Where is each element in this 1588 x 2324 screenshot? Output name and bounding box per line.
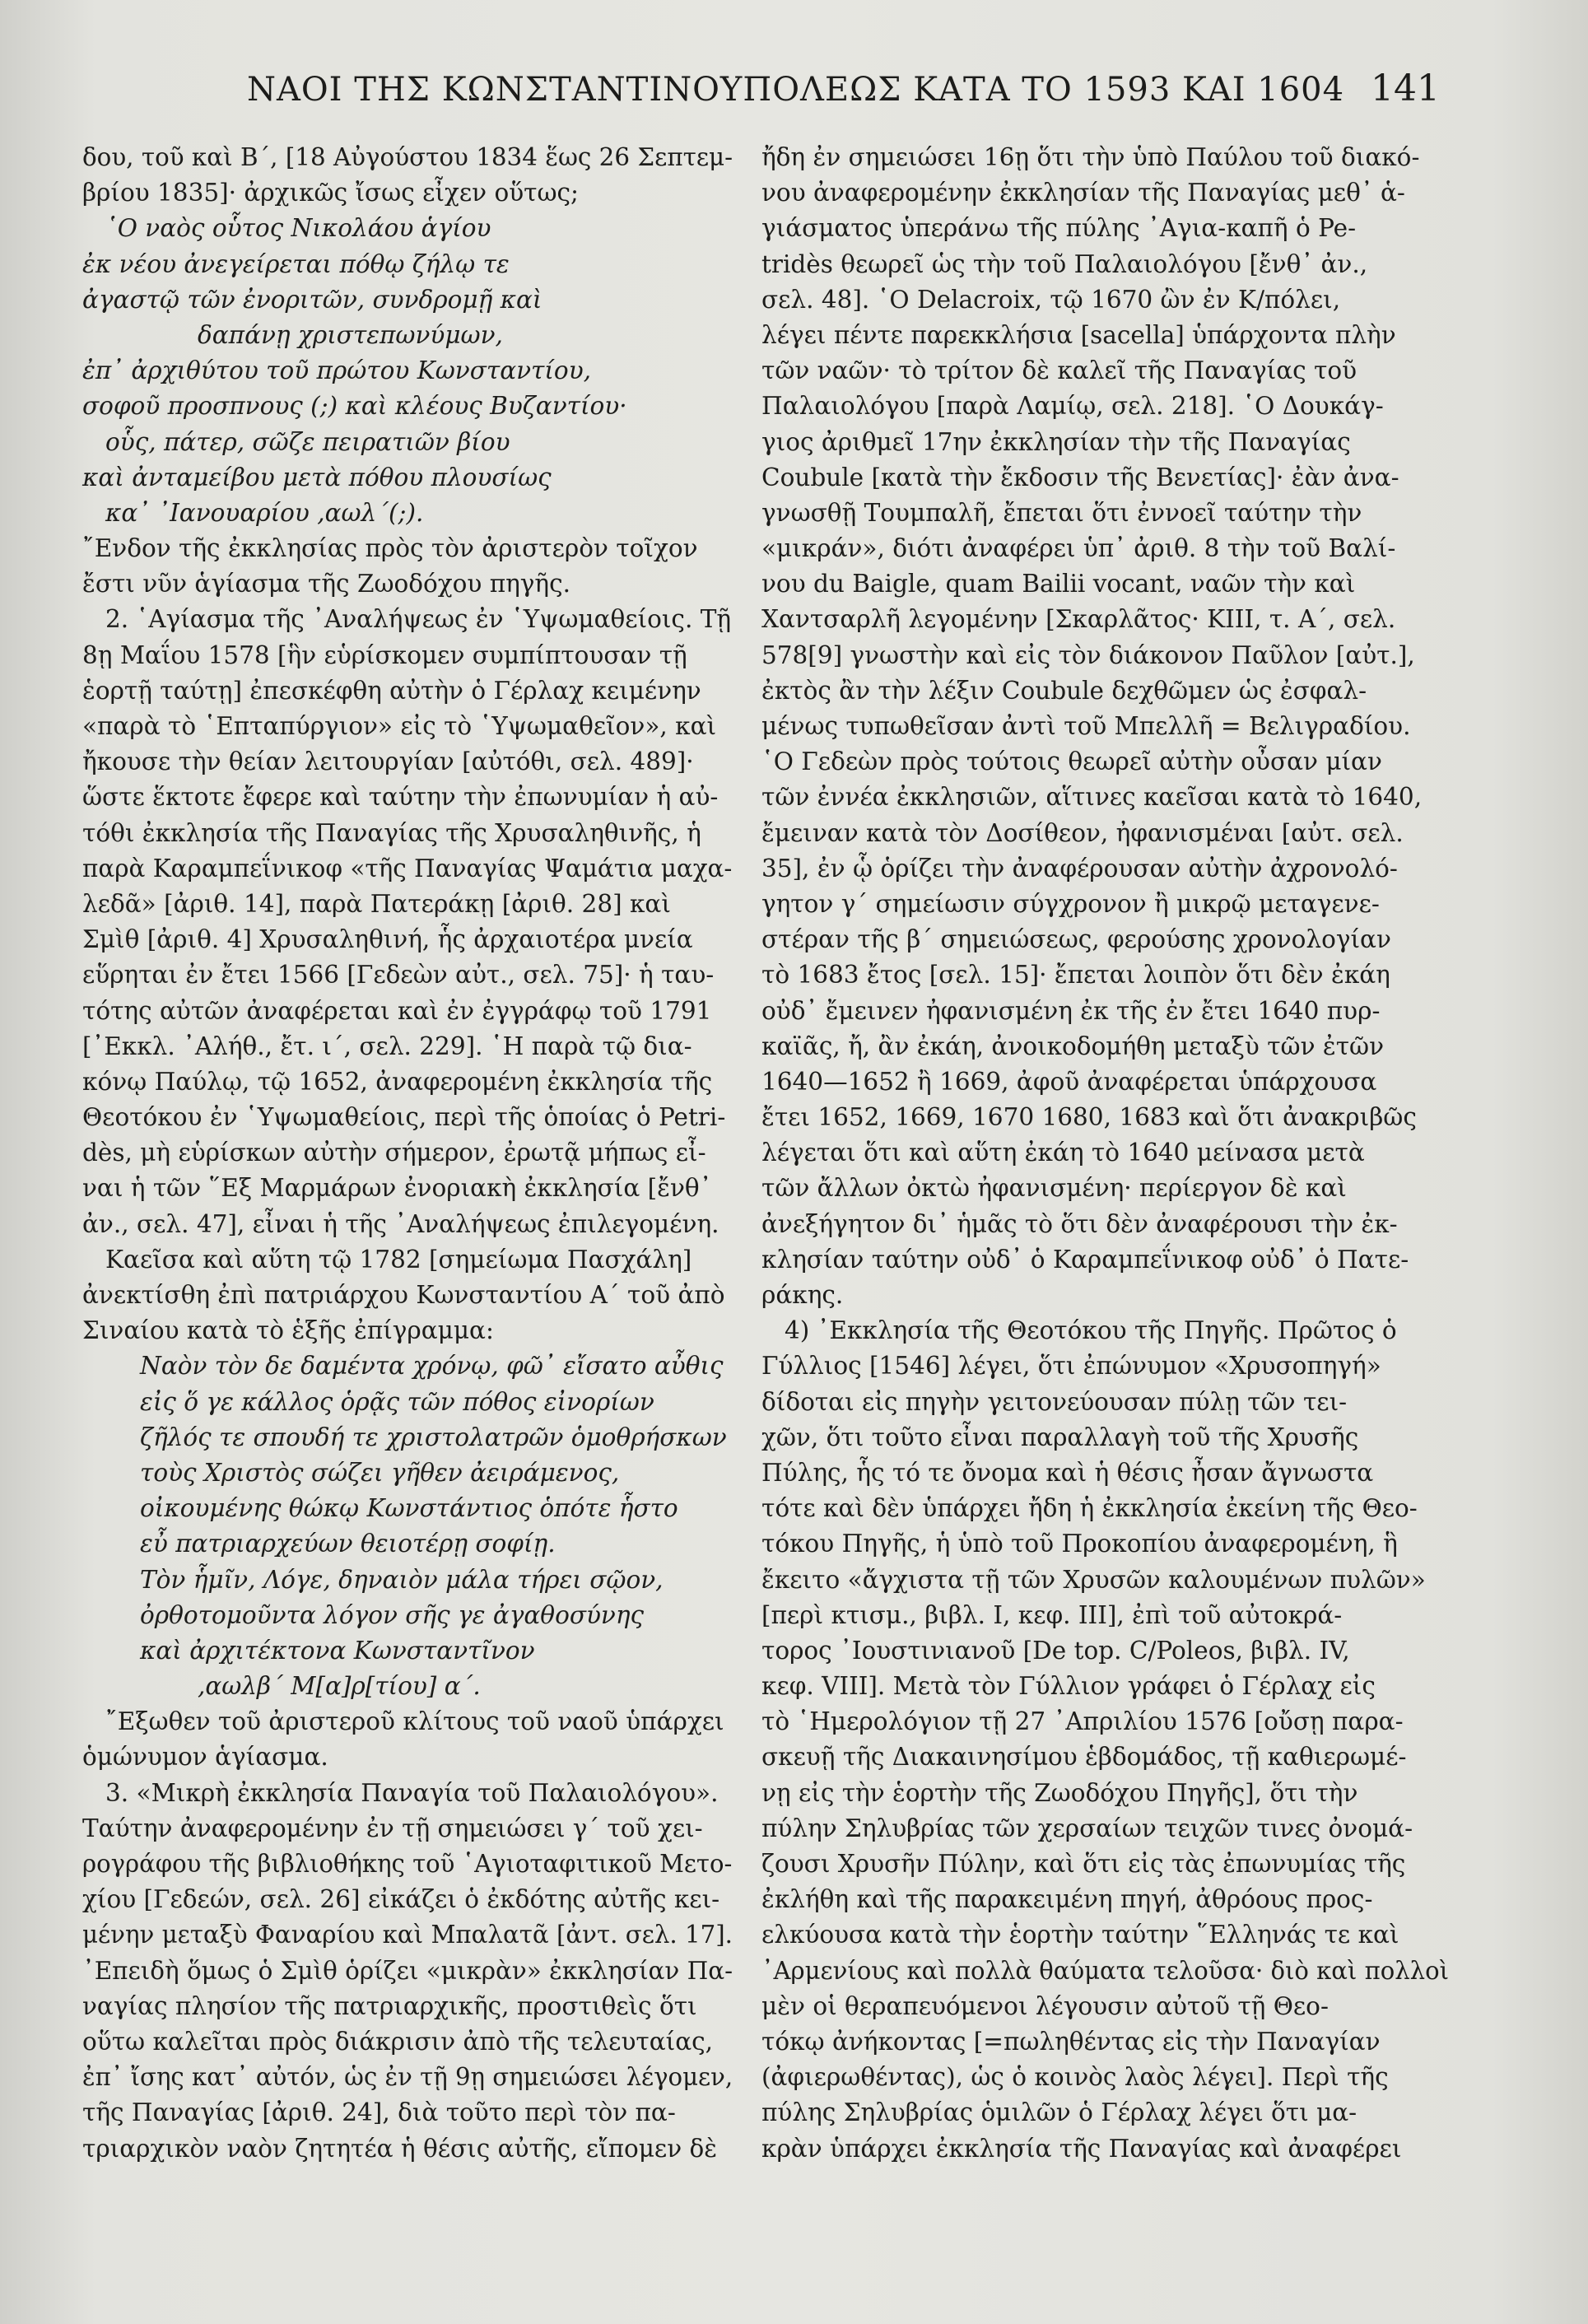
text-line: tridès θεωρεῖ ὡς τὴν τοῦ Παλαιολόγου [ἔνθ᾽ ἀν., xyxy=(761,249,1368,278)
text-line: ρογράφου τῆς βιβλιοθήκης τοῦ ῾Αγιοταφιτικοῦ Μετο- xyxy=(82,1850,733,1878)
text-line: ᾽Αρμενίους καὶ πολλὰ θαύματα τελοῦσα· διὸ καὶ πολλοὶ xyxy=(761,1956,1450,1985)
text-line: ἔκειτο «ἄγχιστα τῇ τῶν Χρυσῶν καλουμένων πυλῶν» xyxy=(761,1565,1426,1594)
text-line: τῶν ναῶν· τὸ τρίτον δὲ καλεῖ τῆς Παναγίας τοῦ xyxy=(761,356,1357,385)
text-line: Τὸν ἧμῖν, Λόγε, δηναιὸν μάλα τήρει σῷον, xyxy=(140,1565,664,1594)
text-line: τόκου Πηγῆς, ἡ ὑπὸ τοῦ Προκοπίου ἀναφερομένη, ἣ xyxy=(761,1530,1398,1558)
text-line: τὸ ῾Ημερολόγιον τῇ 27 ᾽Απριλίου 1576 [οὔσῃ παρα- xyxy=(761,1707,1404,1736)
text-line: νου ἀναφερομένην ἐκκλησίαν τῆς Παναγίας μεθ᾽ ἁ- xyxy=(761,179,1405,207)
text-line: [᾽Εκκλ. ᾽Αλήθ., ἔτ. ι΄, σελ. 229]. ῾Η παρὰ τῷ δια- xyxy=(82,1032,692,1060)
text-line: Γύλλιος [1546] λέγει, ὅτι ἐπώνυμον «Χρυσοπηγή» xyxy=(761,1352,1381,1381)
text-line: Χαντσαρλῆ λεγομένην [Σκαρλᾶτος· ΚΙΙΙ, τ. Α΄, σελ. xyxy=(761,605,1396,634)
text-line: ἤκουσε τὴν θείαν λειτουργίαν [αὐτόθι, σελ. 489]· xyxy=(82,747,694,776)
text-line: ῎Εξωθεν τοῦ ἀριστεροῦ κλίτους τοῦ ναοῦ ὑπάρχει xyxy=(105,1707,724,1736)
text-line: τῆς Παναγίας [ἀριθ. 24], διὰ τοῦτο περὶ τὸν πα- xyxy=(82,2098,676,2127)
text-line: κα᾽ ᾽Ιανουαρίου ,αωλ΄(;). xyxy=(105,498,424,527)
text-line: βρίου 1835]· ἀρχικῶς ἴσως εἶχεν οὕτως; xyxy=(82,179,579,207)
text-line: χίου [Γεδεών, σελ. 26] εἰκάζει ὁ ἐκδότης αὐτῆς κει- xyxy=(82,1885,720,1914)
text-line: τριαρχικὸν ναὸν ζητητέα ἡ θέσις αὐτῆς, εἴπομεν δὲ xyxy=(82,2134,718,2163)
text-line: οὕτω καλεῖται πρὸς διάκρισιν ἀπὸ τῆς τελευταίας, xyxy=(82,2027,714,2056)
text-line: σελ. 48]. ῾Ο Delacroix, τῷ 1670 ὢν ἐν Κ/πόλει, xyxy=(761,285,1341,314)
text-line: τότης αὐτῶν ἀναφέρεται καὶ ἐν ἐγγράφῳ τοῦ 1791 xyxy=(82,996,712,1025)
text-line: Παλαιολόγου [παρὰ Λαμίῳ, σελ. 218]. ῾Ο Δουκάγ- xyxy=(761,392,1384,421)
text-line: μένην μεταξὺ Φαναρίου καὶ Μπαλατᾶ [ἀντ. σελ. 17]. xyxy=(82,1921,733,1949)
text-line: ἔμειναν κατὰ τὸν Δοσίθεον, ἠφανισμέναι [αὐτ. σελ. xyxy=(761,818,1404,847)
text-line: 8ῃ Μαΐου 1578 [ἣν εὑρίσκομεν συμπίπτουσαν τῇ xyxy=(82,640,687,669)
text-line: λέγεται ὅτι καὶ αὕτη ἐκάη τὸ 1640 μείνασα μετὰ xyxy=(761,1139,1365,1167)
text-line: παρὰ Καραμπεΐνικοφ «τῆς Παναγίας Ψαμάτια μαχα- xyxy=(82,854,733,883)
text-line: τὸ 1683 ἔτος [σελ. 15]· ἔπεται λοιπὸν ὅτι δὲν ἐκάη xyxy=(761,961,1390,990)
text-line: (ἀφιερωθέντας), ὡς ὁ κοινὸς λαὸς λέγει]. Περὶ τῆς xyxy=(761,2063,1389,2092)
text-line: ἐκτὸς ἂν τὴν λέξιν Coubule δεχθῶμεν ὡς ἐσφαλ- xyxy=(761,676,1367,705)
text-line: ἀνεξήγητον δι᾽ ἡμᾶς τὸ ὅτι δὲν ἀναφέρουσι τὴν ἐκ- xyxy=(761,1209,1398,1238)
text-line: Σμὶθ [ἀριθ. 4] Χρυσαληθινή, ἧς ἀρχαιοτέρα μνεία xyxy=(82,925,693,954)
text-line: εὖ πατριαρχεύων θειοτέρῃ σοφίῃ. xyxy=(140,1530,556,1558)
text-line: γιάσματος ὑπεράνω τῆς πύλης ᾽Αγια-καπῆ ὁ Pe- xyxy=(761,214,1357,243)
text-line: 3. «Μικρὴ ἐκκλησία Παναγία τοῦ Παλαιολόγου». xyxy=(105,1778,719,1807)
text-line: dès, μὴ εὑρίσκων αὐτὴν σήμερον, ἐρωτᾷ μήπως εἶ- xyxy=(82,1139,706,1167)
left-column xyxy=(82,140,733,2167)
text-line: ἑορτῇ ταύτῃ] ἐπεσκέφθη αὐτὴν ὁ Γέρλαχ κειμένην xyxy=(82,676,701,705)
text-line: ἀνεκτίσθη ἐπὶ πατριάρχου Κωνσταντίου Α΄ τοῦ ἀπὸ xyxy=(82,1281,725,1309)
text-line: Πύλης, ἧς τό τε ὄνομα καὶ ἡ θέσις ἦσαν ἄγνωστα xyxy=(761,1458,1374,1487)
text-line: γνωσθῇ Τουμπαλῆ, ἔπεται ὅτι ἐννοεῖ ταύτην τὴν xyxy=(761,498,1362,527)
text-line: τόθι ἐκκλησία τῆς Παναγίας τῆς Χρυσαληθινῆς, ἡ xyxy=(82,818,701,847)
text-line: 1640—1652 ἢ 1669, ἀφοῦ ἀναφέρεται ὑπάρχουσα xyxy=(761,1067,1377,1096)
text-line: ὀρθοτομοῦντα λόγον σῆς γε ἀγαθοσύνης xyxy=(140,1600,645,1629)
text-line: Ταύτην ἀναφερομένην ἐν τῇ σημειώσει γ΄ τοῦ χει- xyxy=(82,1814,703,1842)
text-line: στέραν τῆς β΄ σημειώσεως, φερούσης χρονολογίαν xyxy=(761,925,1391,954)
text-line: ἀγαστῷ τῶν ἐνοριτῶν, συνδρομῇ καὶ xyxy=(82,285,543,314)
text-line: ἐπ᾽ ἴσης κατ᾽ αὐτόν, ὡς ἐν τῇ 9ῃ σημειώσει λέγομεν, xyxy=(82,2063,733,2092)
text-line: ἀν., σελ. 47], εἶναι ἡ τῆς ᾽Αναλήψεως ἐπιλεγομένη. xyxy=(82,1209,719,1238)
text-line: ῎Ενδον τῆς ἐκκλησίας πρὸς τὸν ἀριστερὸν τοῖχον xyxy=(82,534,698,563)
text-line: δου, τοῦ καὶ Β΄, [18 Αὐγούστου 1834 ἕως 26 Σεπτεμ- xyxy=(82,143,733,171)
text-line: λεδᾶ» [ἀριθ. 14], παρὰ Πατεράκῃ [ἀριθ. 28] καὶ xyxy=(82,889,671,918)
header-title: ΝΑΟΙ ΤΗΣ ΚΩΝΣΤΑΝΤΙΝΟΥΠΟΛΕΩΣ ΚΑΤΑ ΤΟ 1593 ΚΑΙ 1604 xyxy=(247,71,1345,109)
text-line: ῾Ο ναὸς οὗτος Νικολάου ἁγίου xyxy=(105,214,491,243)
text-line: τότε καὶ δὲν ὑπάρχει ἤδη ἡ ἐκκλησία ἐκείνη τῆς Θεο- xyxy=(761,1494,1418,1523)
text-line: ῾Ο Γεδεὼν πρὸς τούτοις θεωρεῖ αὐτὴν οὖσαν μίαν xyxy=(761,747,1382,776)
text-line: καὶ ἀρχιτέκτονα Κωνσταντῖνον xyxy=(140,1636,535,1665)
text-line: ἐκλήθη καὶ τῆς παρακειμένη πηγή, ἀθρόους προς- xyxy=(761,1885,1373,1914)
text-line: πύλης Σηλυβρίας ὁμιλῶν ὁ Γέρλαχ λέγει ὅτι μα- xyxy=(761,2098,1357,2127)
text-line: ὁμώνυμον ἁγίασμα. xyxy=(82,1743,328,1772)
text-line: μὲν οἱ θεραπευόμενοι λέγουσιν αὐτοῦ τῇ Θεο- xyxy=(761,1991,1329,2020)
text-line: κλησίαν ταύτην οὐδ᾽ ὁ Καραμπεΐνικοφ οὐδ᾽ ὁ Πατε- xyxy=(761,1245,1409,1274)
text-line: «παρὰ τὸ ῾Επταπύργιον» εἰς τὸ ῾Υψωμαθεῖον», καὶ xyxy=(82,712,717,740)
text-line: τῶν ἐννέα ἐκκλησιῶν, αἵτινες καεῖσαι κατὰ τὸ 1640, xyxy=(761,783,1423,812)
text-line: εὕρηται ἐν ἔτει 1566 [Γεδεὼν αὐτ., σελ. 75]· ἡ ταυ- xyxy=(82,961,715,990)
text-line: ἔστι νῦν ἁγίασμα τῆς Ζωοδόχου πηγῆς. xyxy=(82,570,570,598)
text-line: κρὰν ὑπάρχει ἐκκλησία τῆς Παναγίας καὶ ἀναφέρει xyxy=(761,2134,1402,2163)
text-line: γητον γ΄ σημείωσιν σύγχρονον ἢ μικρῷ μεταγενε- xyxy=(761,889,1380,918)
text-line: «μικράν», διότι ἀναφέρει ὑπ᾽ ἀριθ. 8 τὴν τοῦ Βαλί- xyxy=(761,534,1396,563)
text-line: ἐπ᾽ ἀρχιθύτου τοῦ πρώτου Κωνσταντίου, xyxy=(82,356,592,385)
text-line: Καεῖσα καὶ αὕτη τῷ 1782 [σημείωμα Πασχάλη] xyxy=(105,1245,692,1274)
text-line: Σιναίου κατὰ τὸ ἑξῆς ἐπίγραμμα: xyxy=(82,1316,494,1345)
text-line: κόνῳ Παύλῳ, τῷ 1652, ἀναφερομένη ἐκκλησία τῆς xyxy=(82,1067,713,1096)
text-line: ελκύουσα κατὰ τὴν ἑορτὴν ταύτην ῞Ελληνάς τε καὶ xyxy=(761,1921,1399,1949)
text-line: χῶν, ὅτι τοῦτο εἶναι παραλλαγὴ τοῦ τῆς Χρυσῆς xyxy=(761,1423,1359,1451)
text-line: νῃ εἰς τὴν ἑορτὴν τῆς Ζωοδόχου Πηγῆς], ὅτι τὴν xyxy=(761,1778,1358,1807)
text-line: ἤδη ἐν σημειώσει 16ῃ ὅτι τὴν ὑπὸ Παύλου τοῦ διακό- xyxy=(761,143,1420,171)
text-line: σκευῇ τῆς Διακαινησίμου ἑβδομάδος, τῇ καθιερωμέ- xyxy=(761,1743,1407,1772)
right-column xyxy=(761,140,1449,2167)
text-line: 2. ῾Αγίασμα τῆς ᾽Αναλήψεως ἐν ῾Υψωμαθείοις. Τῇ xyxy=(105,605,732,634)
text-line: τόκῳ ἀνήκοντας [=πωληθέντας εἰς τὴν Παναγίαν xyxy=(761,2027,1381,2056)
text-line: ἔτει 1652, 1669, 1670 1680, 1683 καὶ ὅτι ἀνακριβῶς xyxy=(761,1103,1417,1132)
text-line: καὶ ἀνταμείβου μετὰ πόθου πλουσίως xyxy=(82,463,552,491)
text-line: ζουσι Χρυσῆν Πύλην, καὶ ὅτι εἰς τὰς ἐπωνυμίας τῆς xyxy=(761,1850,1406,1878)
text-line: λέγει πέντε παρεκκλήσια [sacella] ὑπάρχοντα πλὴν xyxy=(761,320,1396,349)
text-line: τορος ᾽Ιουστινιανοῦ [De top. C/Poleos, βιβλ. IV, xyxy=(761,1636,1350,1665)
text-line: πύλην Σηλυβρίας τῶν χερσαίων τειχῶν τινες ὀνομά- xyxy=(761,1814,1413,1842)
page-number: 141 xyxy=(1371,68,1440,109)
text-line: σοφοῦ προσπνους (;) καὶ κλέους Βυζαντίου· xyxy=(82,392,627,421)
text-line: ζῆλός τε σπουδή τε χριστολατρῶν ὁμοθρήσκων xyxy=(140,1423,727,1451)
text-line: ὥστε ἕκτοτε ἔφερε καὶ ταύτην τὴν ἐπωνυμίαν ἡ αὐ- xyxy=(82,783,719,812)
text-line: ναγίας πλησίον τῆς πατριαρχικῆς, προστιθεὶς ὅτι xyxy=(82,1991,697,2020)
text-line: οὗς, πάτερ, σῶζε πειρατιῶν βίου xyxy=(105,427,510,456)
text-line: 35], ἐν ᾧ ὁρίζει τὴν ἀναφέρουσαν αὐτὴν ἀχρονολό- xyxy=(761,854,1398,883)
text-line: δαπάνῃ χριστεπωνύμων, xyxy=(198,320,503,349)
text-line: μένως τυπωθεῖσαν ἀντὶ τοῦ Μπελλῆ = Βελιγραδίου. xyxy=(761,712,1411,740)
text-line: δίδοται εἰς πηγὴν γειτονεύουσαν πύλῃ τῶν τει- xyxy=(761,1387,1348,1416)
text-line: εἰς ὅ γε κάλλος ὁρᾷς τῶν πόθος εἰνορίων xyxy=(140,1387,654,1416)
text-line: 578[9] γνωστὴν καὶ εἰς τὸν διάκονον Παῦλον [αὐτ.], xyxy=(761,640,1415,669)
text-line: ράκης. xyxy=(761,1281,844,1309)
text-line: κεφ. VIII]. Μετὰ τὸν Γύλλιον γράφει ὁ Γέρλαχ εἰς xyxy=(761,1672,1376,1701)
text-line: οὐδ᾽ ἔμεινεν ἠφανισμένη ἐκ τῆς ἐν ἔτει 1640 πυρ- xyxy=(761,996,1381,1025)
text-line: τῶν ἄλλων ὀκτὼ ἠφανισμένη· περίεργον δὲ καὶ xyxy=(761,1174,1347,1203)
text-line: νου du Baigle, quam Bailii vocant, ναῶν τὴν καὶ xyxy=(761,570,1356,598)
text-line: τοὺς Χριστὸς σώζει γῆθεν ἀειράμενος, xyxy=(140,1458,620,1487)
text-line: ἐκ νέου ἀνεγείρεται πόθῳ ζήλῳ τε xyxy=(82,249,510,278)
text-line: καϊᾶς, ἤ, ἂν ἐκάη, ἀνοικοδομήθη μεταξὺ τῶν ἐτῶν xyxy=(761,1032,1385,1060)
text-line: [περὶ κτισμ., βιβλ. Ι, κεφ. ΙΙΙ], ἐπὶ τοῦ αὐτοκρά- xyxy=(761,1600,1343,1629)
text-line: ναι ἡ τῶν ῞Εξ Μαρμάρων ἐνοριακὴ ἐκκλησία [ἔνθ᾽ xyxy=(82,1174,712,1203)
text-line: οἰκουμένης θώκῳ Κωνστάντιος ὁπότε ἧστο xyxy=(140,1494,678,1523)
text-line: Coubule [κατὰ τὴν ἔκδοσιν τῆς Βενετίας]· ἐὰν ἀνα- xyxy=(761,463,1399,491)
text-line: 4) ᾽Εκκλησία τῆς Θεοτόκου τῆς Πηγῆς. Πρῶτος ὁ xyxy=(785,1316,1397,1345)
text-line: ,αωλβ΄ Μ[α]ρ[τίου] α΄. xyxy=(198,1672,481,1701)
text-line: γιος ἀριθμεῖ 17ην ἐκκλησίαν τὴν τῆς Παναγίας xyxy=(761,427,1351,456)
running-header xyxy=(0,64,1588,114)
text-line: Θεοτόκου ἐν ῾Υψωμαθείοις, περὶ τῆς ὁποίας ὁ Petri- xyxy=(82,1103,726,1132)
text-line: ᾽Επειδὴ ὅμως ὁ Σμὶθ ὁρίζει «μικρὰν» ἐκκλησίαν Πα- xyxy=(82,1956,733,1985)
text-line: Ναὸν τὸν δε δαμέντα χρόνῳ, φῶ᾽ εἴσατο αὖθις xyxy=(140,1352,724,1381)
